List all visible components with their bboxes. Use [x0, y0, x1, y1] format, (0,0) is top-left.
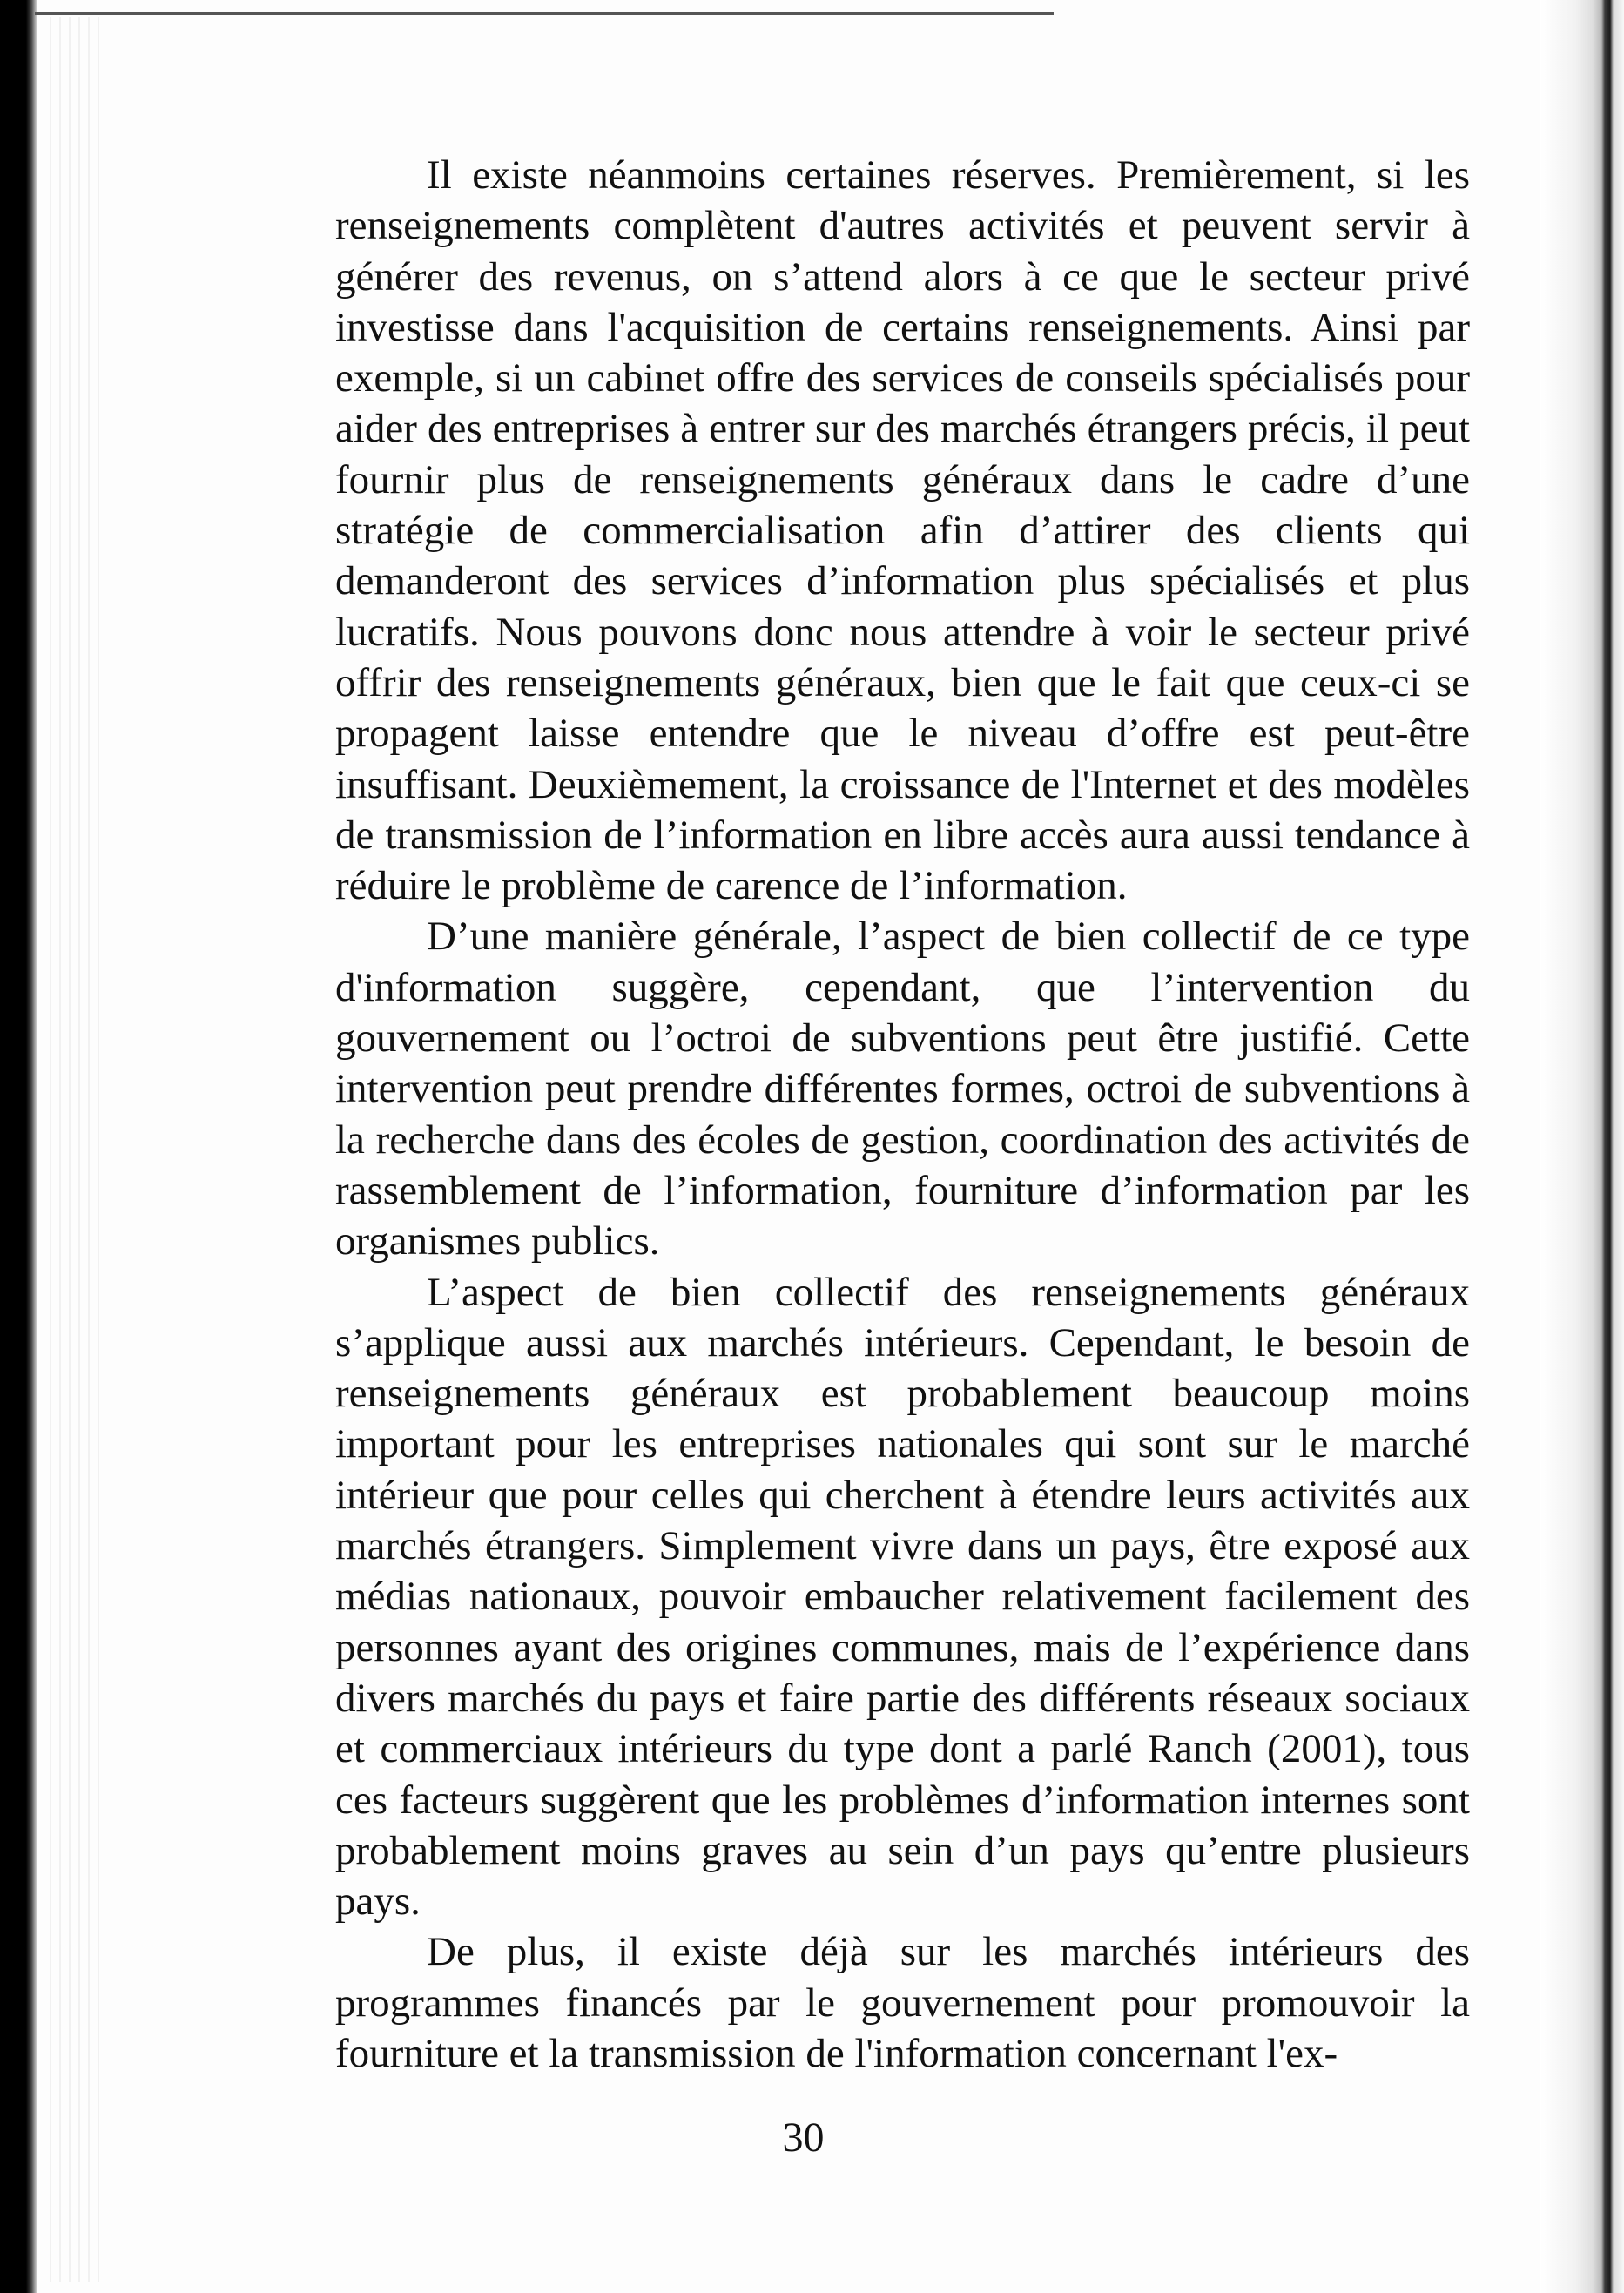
paragraph-bien-collectif: D’une manière générale, l’aspect de bien collectif de ce type d'information suggère, cependant, que l’intervention du gouvernement ou l’octroi de subventions peut être justifié. Cette intervention peut prendre différentes formes, octroi de subventions à la recherche dans des écoles de gestion, coordination des activités de rassemblement de l’information, fourniture d’information par les organismes publics.	[335, 914, 1470, 1265]
paragraph-marches-interieurs: L’aspect de bien collectif des renseignements généraux s’applique aussi aux marchés intérieurs. Cependant, le besoin de renseignements généraux est probablement beaucoup moins important pour les entreprises nationales qui sont sur le marché intérieur que pour celles qui cherchent à étendre leurs activités aux marchés étrangers. Simplement vivre dans un pays, être exposé aux médias nationaux, pouvoir embaucher relativement facilement des personnes ayant des origines communes, mais de l’expérience dans divers marchés du pays et faire partie des différents réseaux sociaux et commerciaux intérieurs du type dont a parlé Ranch (2001), tous ces facteurs suggèrent que les problèmes d’information internes sont probablement moins graves au sein d’un pays qu’entre plusieurs pays.	[335, 1269, 1470, 1925]
scan-top-edge	[35, 12, 1054, 15]
scan-left-edge	[0, 0, 37, 2293]
scan-left-binding-lines	[42, 17, 103, 2282]
body-text	[335, 150, 1470, 2079]
page-number: 30	[782, 2114, 825, 2161]
scan-right-edge	[1540, 0, 1624, 2293]
paragraph-reserves: Il existe néanmoins certaines réserves. Premièrement, si les renseignements complètent d'autres activités et peuvent servir à générer des revenus, on s’attend alors à ce que le secteur privé investisse dans l'acquisition de certains renseignements. Ainsi par exemple, si un cabinet offre des services de conseils spécialisés pour aider des entreprises à entrer sur des marchés étrangers précis, il peut fournir plus de renseignements généraux dans le cadre d’une stratégie de commercialisation afin d’attirer des clients qui demanderont des services d’information plus spécialisés et plus lucratifs. Nous pouvons donc nous attendre à voir le secteur privé offrir des renseignements généraux, bien que le fait que ceux-ci se propagent laisse entendre que le niveau d’offre est peut-être insuffisant. Deuxièmement, la croissance de l'Internet et des modèles de transmission de l’information en libre accès aura aussi tendance à réduire le problème de carence de l’information.	[335, 152, 1470, 909]
paragraph-programmes: De plus, il existe déjà sur les marchés intérieurs des programmes financés par le gouvernement pour promouvoir la fourniture et la transmission de l'information concernant l'ex-	[335, 1929, 1470, 2076]
